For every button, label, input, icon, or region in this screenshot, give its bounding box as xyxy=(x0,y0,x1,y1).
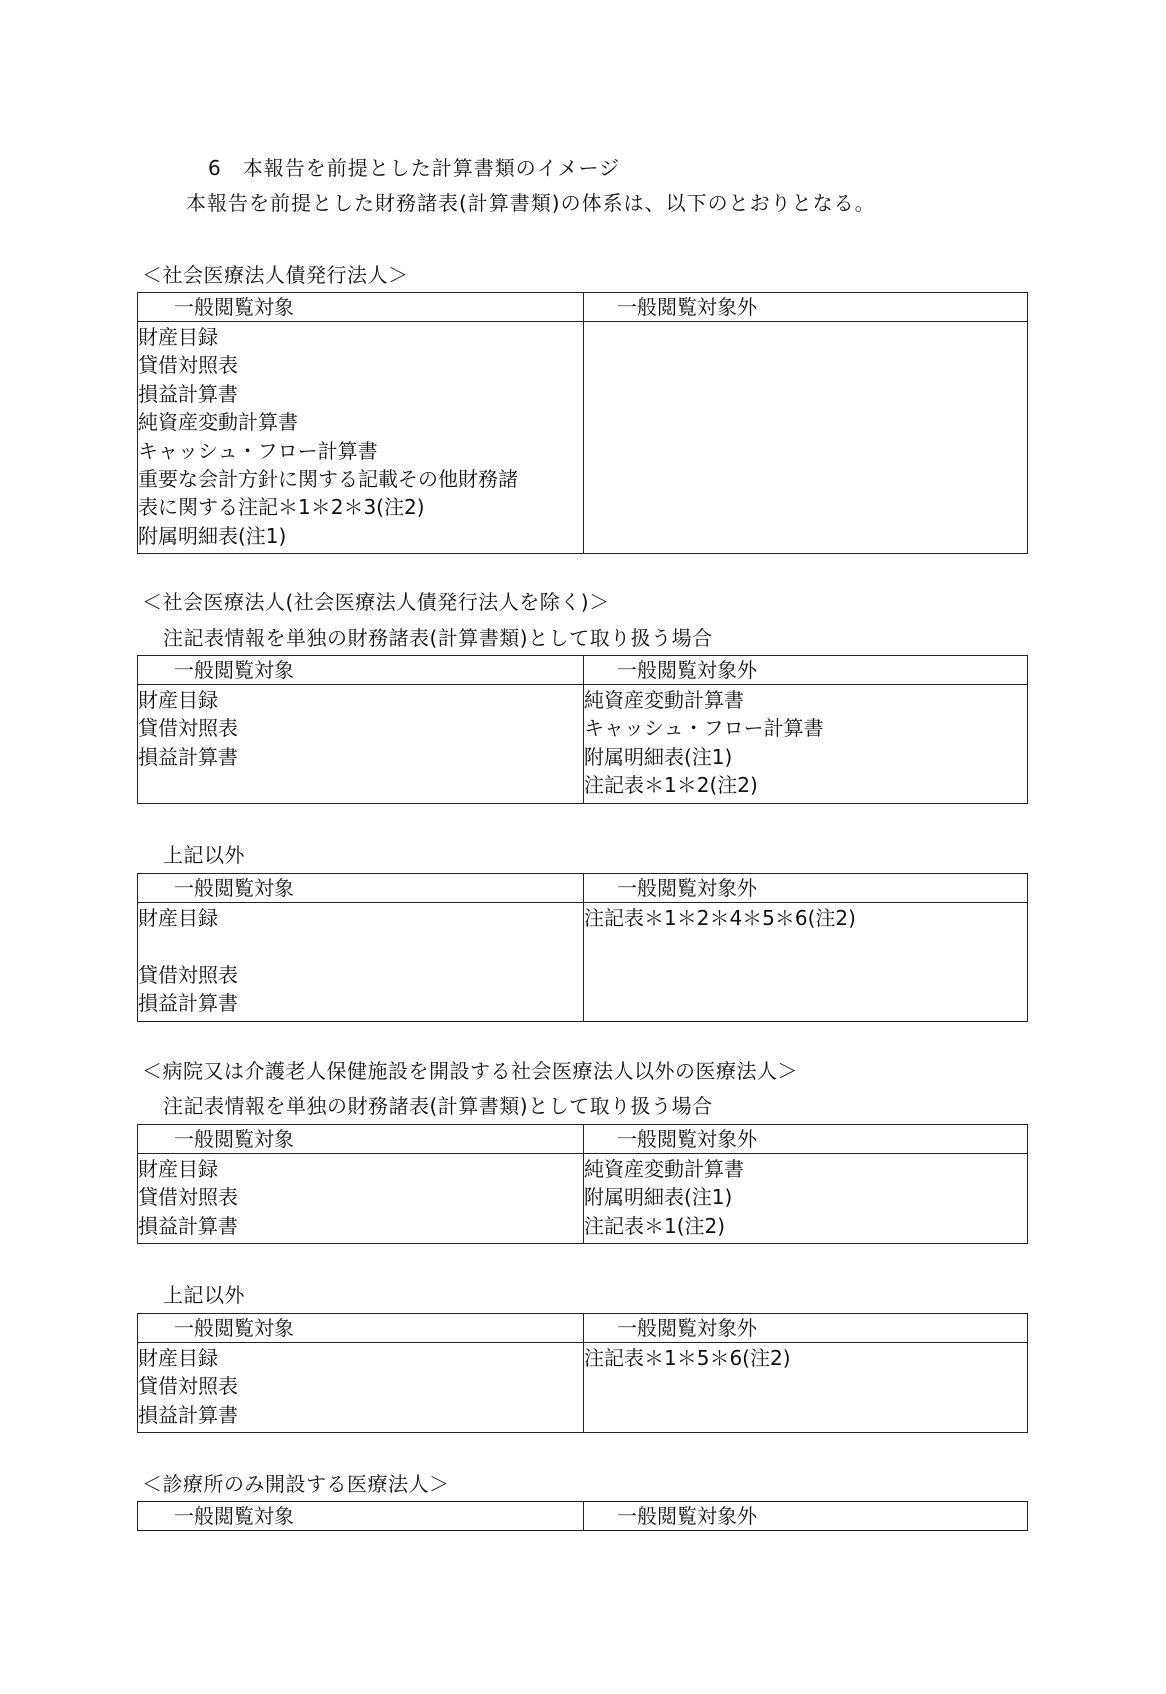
case-subtitle: 上記以外 xyxy=(163,1283,245,1307)
column-header-public: 一般閲覧対象 xyxy=(138,656,584,685)
statements-table xyxy=(137,1313,1028,1433)
column-header-nonpublic: 一般閲覧対象外 xyxy=(584,874,1028,903)
public-cell xyxy=(138,903,584,1022)
list-item: 純資産変動計算書 xyxy=(584,1157,744,1181)
list-item: 損益計算書 xyxy=(138,1402,238,1427)
column-header-nonpublic: 一般閲覧対象外 xyxy=(584,656,1028,685)
nonpublic-cell xyxy=(584,685,1028,804)
list-item: 貸借対照表 xyxy=(138,962,238,987)
list-item: 注記表＊1＊5＊6(注2) xyxy=(584,1346,791,1370)
public-cell xyxy=(138,322,584,554)
column-header-nonpublic: 一般閲覧対象外 xyxy=(584,1125,1028,1154)
list-item: 財産目録 xyxy=(138,688,218,712)
case-subtitle: 注記表情報を単独の財務諸表(計算書類)として取り扱う場合 xyxy=(163,626,713,650)
nonpublic-cell xyxy=(584,1154,1028,1244)
list-item: 財産目録 xyxy=(138,906,218,930)
case-subtitle: 上記以外 xyxy=(163,843,245,867)
list-item: 注記表＊1＊2(注2) xyxy=(584,773,758,798)
column-header-public: 一般閲覧対象 xyxy=(138,1502,584,1531)
list-item: 純資産変動計算書 xyxy=(584,688,744,712)
column-header-nonpublic: 一般閲覧対象外 xyxy=(584,1502,1028,1531)
nonpublic-cell xyxy=(584,322,1028,554)
list-item: 財産目録 xyxy=(138,325,218,349)
list-item: 貸借対照表 xyxy=(138,1374,238,1399)
section-title-other-medical: ＜病院又は介護老人保健施設を開設する社会医療法人以外の医療法人＞ xyxy=(142,1059,798,1083)
statements-table xyxy=(137,1501,1028,1531)
list-item: 注記表＊1(注2) xyxy=(584,1213,726,1238)
list-item: 貸借対照表 xyxy=(138,716,238,741)
list-item: 純資産変動計算書 xyxy=(138,410,298,435)
case-subtitle: 注記表情報を単独の財務諸表(計算書類)として取り扱う場合 xyxy=(163,1094,713,1118)
list-item: 表に関する注記＊1＊2＊3(注2) xyxy=(138,495,425,520)
statements-table xyxy=(137,655,1028,804)
section-heading: 6 本報告を前提とした計算書類のイメージ xyxy=(208,156,621,180)
nonpublic-cell xyxy=(584,903,1028,1022)
nonpublic-cell xyxy=(584,1343,1028,1433)
list-item: 注記表＊1＊2＊4＊5＊6(注2) xyxy=(584,906,856,930)
list-item: 財産目録 xyxy=(138,1346,218,1370)
section-title-social-medical: ＜社会医療法人(社会医療法人債発行法人を除く)＞ xyxy=(142,590,610,614)
list-item: 附属明細表(注1) xyxy=(138,523,287,548)
public-cell xyxy=(138,1343,584,1433)
list-item: キャッシュ・フロー計算書 xyxy=(584,716,824,741)
list-item: 損益計算書 xyxy=(138,744,238,769)
list-item: 財産目録 xyxy=(138,1157,218,1181)
list-item: 損益計算書 xyxy=(138,991,238,1016)
section-title-clinic-only: ＜診療所のみ開設する医療法人＞ xyxy=(142,1472,450,1496)
list-item: 貸借対照表 xyxy=(138,1185,238,1210)
public-cell xyxy=(138,685,584,804)
column-header-public: 一般閲覧対象 xyxy=(138,1125,584,1154)
column-header-nonpublic: 一般閲覧対象外 xyxy=(584,293,1028,322)
statements-table xyxy=(137,873,1028,1022)
statements-table xyxy=(137,292,1028,554)
list-item: 損益計算書 xyxy=(138,381,238,406)
column-header-public: 一般閲覧対象 xyxy=(138,874,584,903)
column-header-nonpublic: 一般閲覧対象外 xyxy=(584,1314,1028,1343)
list-item: 重要な会計方針に関する記載その他財務諸 xyxy=(138,466,518,491)
intro-paragraph: 本報告を前提とした財務諸表(計算書類)の体系は、以下のとおりとなる。 xyxy=(186,191,876,215)
statements-table xyxy=(137,1124,1028,1244)
column-header-public: 一般閲覧対象 xyxy=(138,293,584,322)
list-item: 損益計算書 xyxy=(138,1213,238,1238)
list-item: 貸借対照表 xyxy=(138,353,238,378)
column-header-public: 一般閲覧対象 xyxy=(138,1314,584,1343)
list-item: 附属明細表(注1) xyxy=(584,1185,733,1210)
list-item: キャッシュ・フロー計算書 xyxy=(138,438,378,463)
section-title-bond-issuer: ＜社会医療法人債発行法人＞ xyxy=(142,263,409,287)
public-cell xyxy=(138,1154,584,1244)
list-item: 附属明細表(注1) xyxy=(584,744,733,769)
